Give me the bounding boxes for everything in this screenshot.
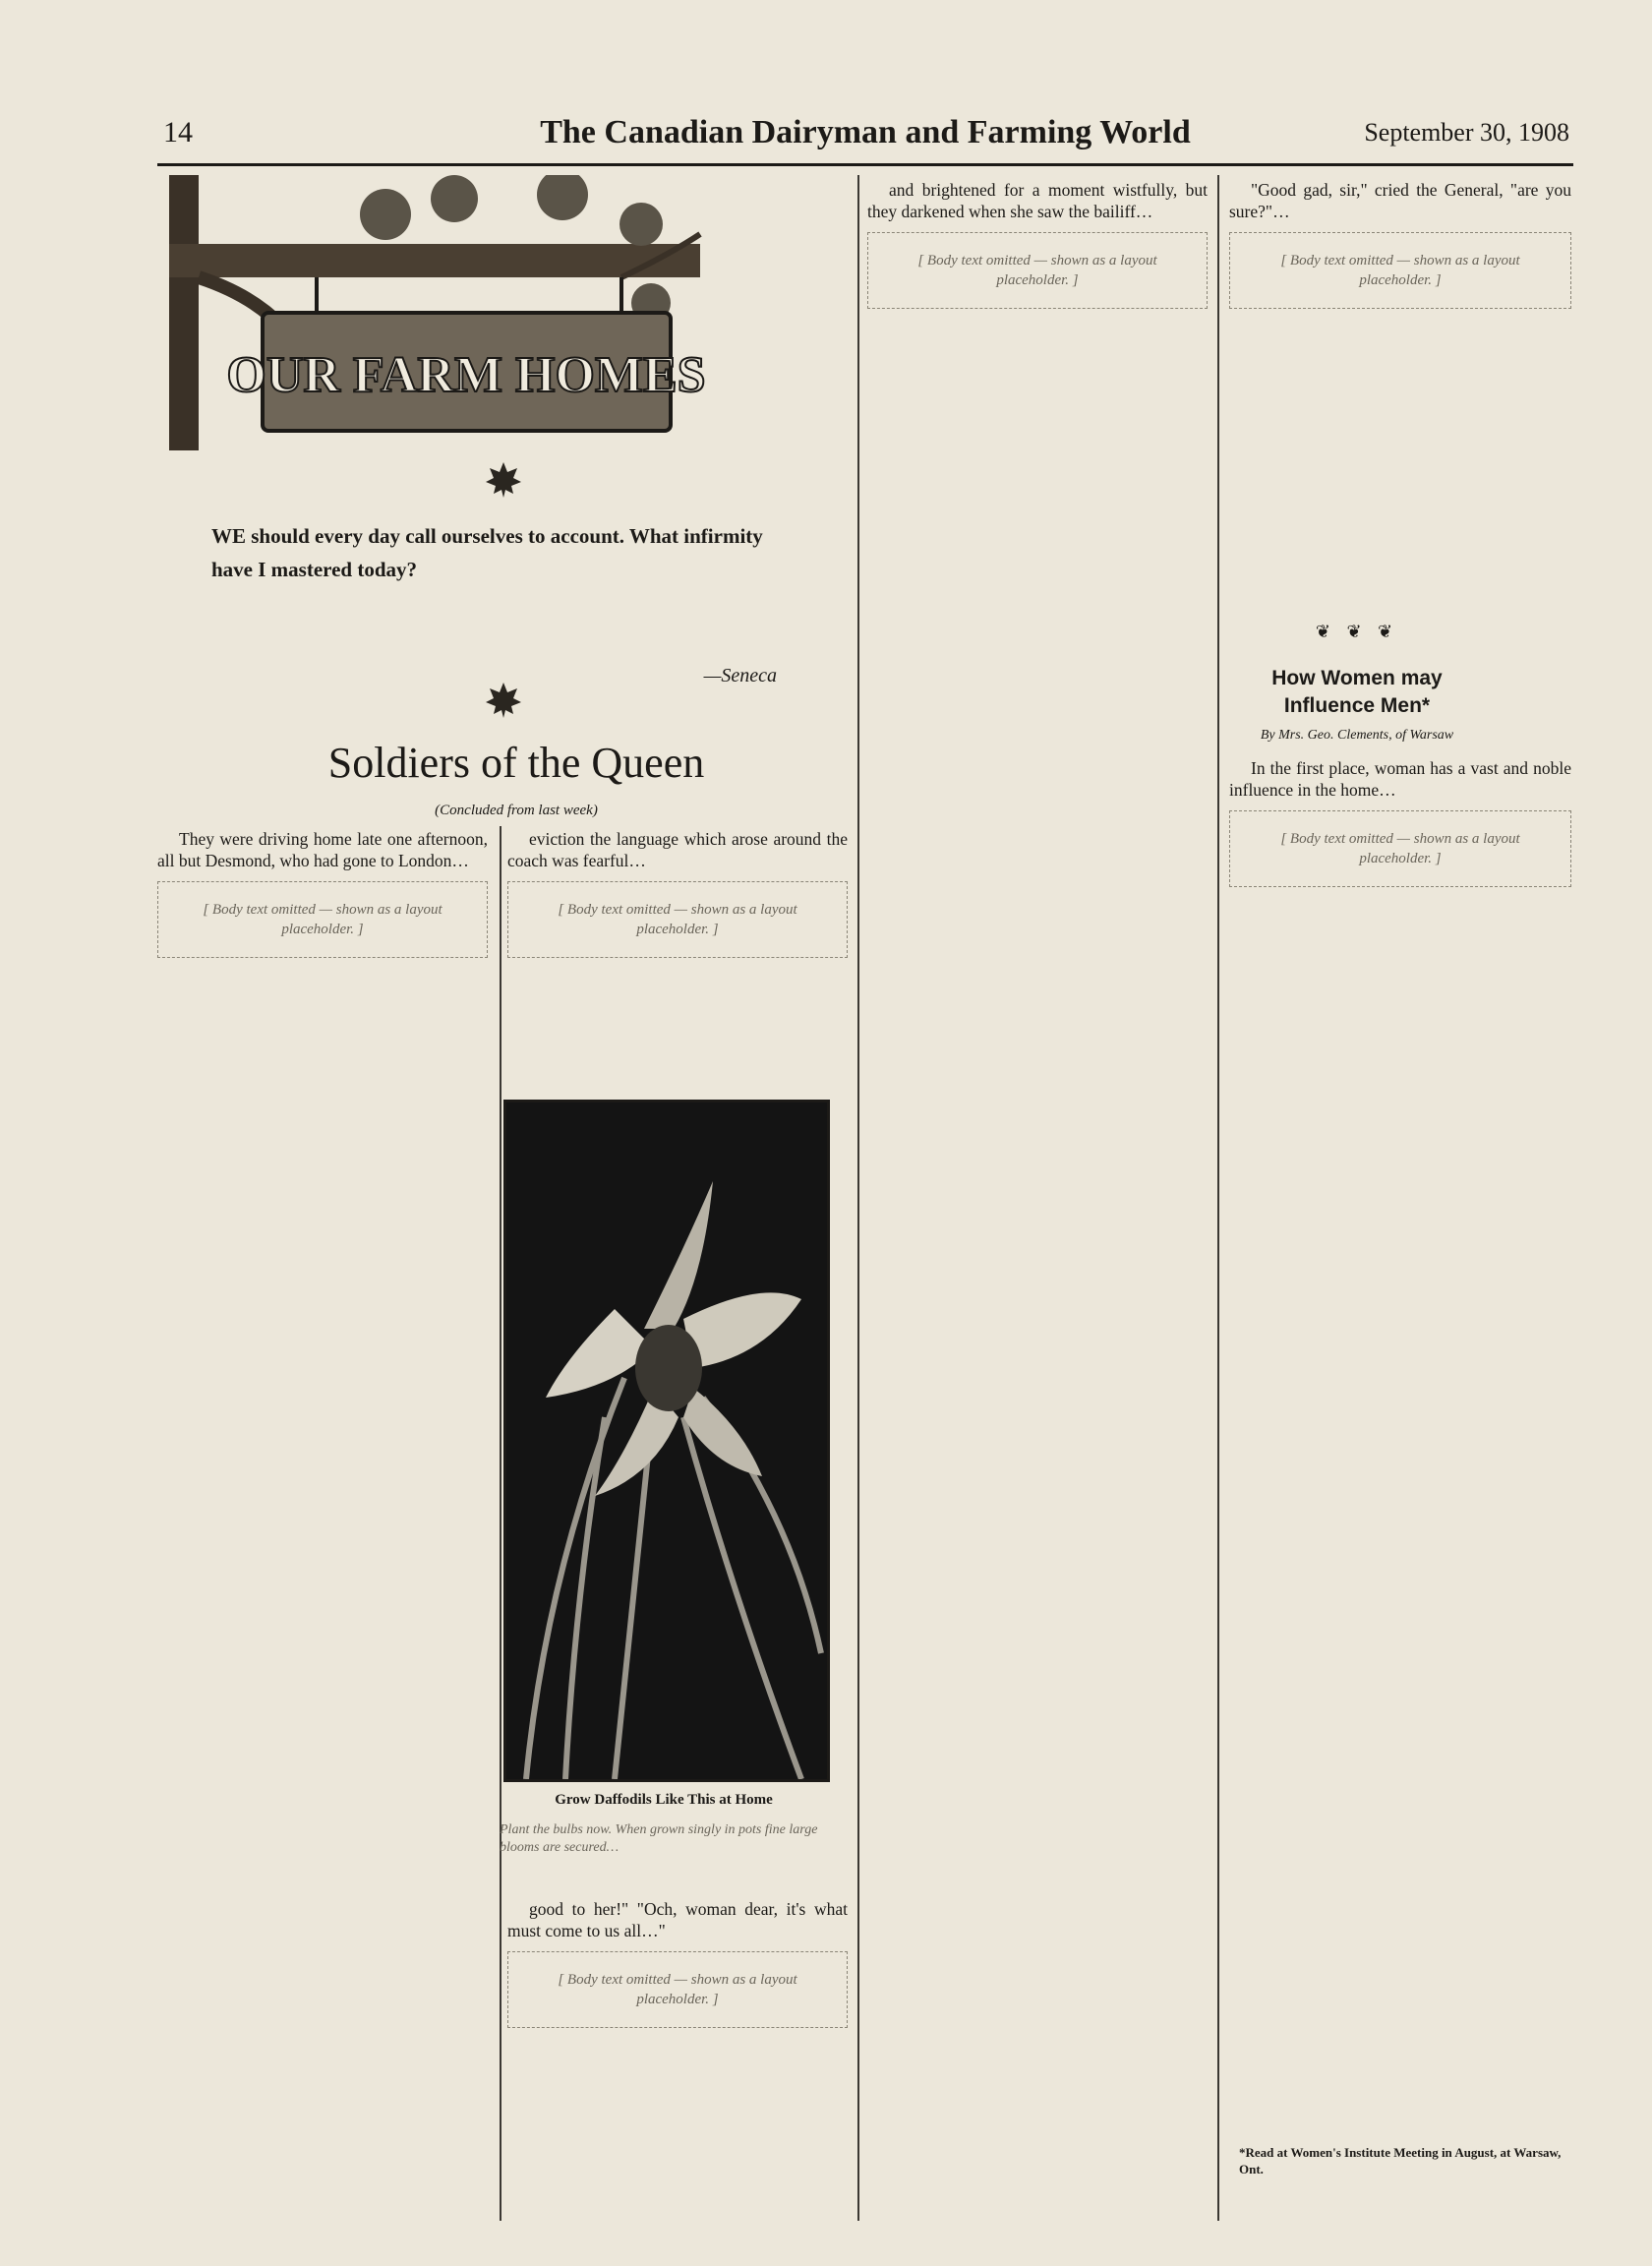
article2-headline: How Women may Influence Men* xyxy=(1271,667,1443,717)
publication-title: The Canadian Dairyman and Farming World xyxy=(540,114,1191,150)
photo-caption-title: Grow Daffodils Like This at Home xyxy=(555,1792,773,1808)
omitted-text-note: [ Body text omitted — shown as a layout placeholder. ] xyxy=(1229,810,1571,887)
story-column-2-continued xyxy=(507,1898,848,2028)
story-column-2 xyxy=(507,828,848,958)
column-lead: and brightened for a moment wistfully, but they darkened when she saw the bailiff… xyxy=(867,180,1208,221)
masthead xyxy=(157,110,1573,166)
daffodil-photo xyxy=(503,1100,830,1782)
omitted-text-note: [ Body text omitted — shown as a layout placeholder. ] xyxy=(507,1951,848,2028)
column-lead: In the first place, woman has a vast and noble influence in the home… xyxy=(1229,758,1571,800)
maple-leaf-icon xyxy=(484,460,523,500)
story-headline: Soldiers of the Queen xyxy=(327,739,705,787)
omitted-text-note: [ Body text omitted — shown as a layout placeholder. ] xyxy=(1229,232,1571,309)
omitted-text-note: [ Body text omitted — shown as a layout placeholder. ] xyxy=(507,881,848,958)
story-subhead: (Concluded from last week) xyxy=(435,803,598,818)
issue-date: September 30, 1908 xyxy=(1364,118,1569,147)
column-lead: good to her!" "Och, woman dear, it's what must come to us all…" xyxy=(507,1899,848,1940)
column-rule xyxy=(1217,175,1219,2221)
quote-attribution: —Seneca xyxy=(703,665,777,686)
article2-byline: By Mrs. Geo. Clements, of Warsaw xyxy=(1260,728,1454,743)
photo-caption: Plant the bulbs now. When grown singly in pots fine large blooms are secured… xyxy=(500,1822,818,1855)
banner-text: OUR FARM HOMES xyxy=(226,347,706,403)
seneca-quote: WE should every day call ourselves to account. What infirmity have I mastered today? xyxy=(211,524,763,581)
section-ornament: ❦ ❦ ❦ xyxy=(1315,622,1399,641)
our-farm-homes-banner xyxy=(159,175,710,460)
column-lead: "Good gad, sir," cried the General, "are you sure?"… xyxy=(1229,180,1571,221)
omitted-text-note: [ Body text omitted — shown as a layout placeholder. ] xyxy=(157,881,488,958)
story-column-3 xyxy=(867,179,1208,309)
article2-footnote: *Read at Women's Institute Meeting in August, at Warsaw, Ont. xyxy=(1239,2145,1562,2177)
maple-leaf-icon xyxy=(484,681,523,720)
page-number: 14 xyxy=(163,116,193,149)
column-lead: They were driving home late one afternoon, all but Desmond, who had gone to London… xyxy=(157,829,488,870)
omitted-text-note: [ Body text omitted — shown as a layout placeholder. ] xyxy=(867,232,1208,309)
column-rule xyxy=(500,826,502,2221)
article2-body xyxy=(1229,757,1571,887)
story-column-1 xyxy=(157,828,488,958)
column-rule xyxy=(857,175,859,2221)
column-lead: eviction the language which arose around the coach was fearful… xyxy=(507,829,848,870)
story-column-4 xyxy=(1229,179,1571,309)
